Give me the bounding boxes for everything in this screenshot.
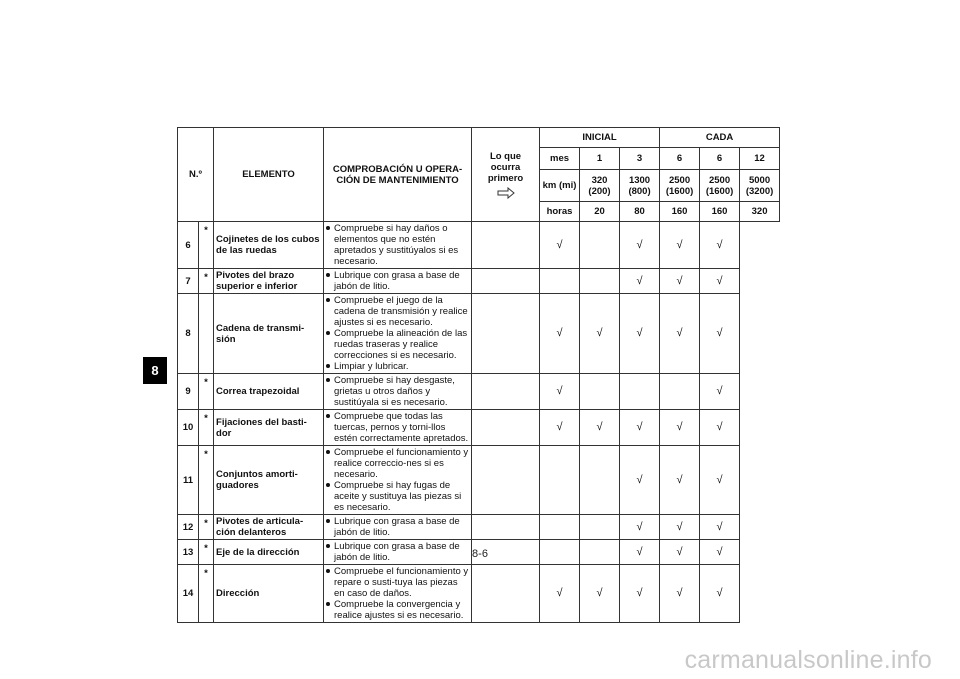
check-mark: √: [620, 410, 660, 446]
row-element: Dirección: [214, 565, 324, 623]
header-km-value: 320 (200): [580, 170, 620, 202]
check-mark: [580, 222, 620, 269]
row-checks: [324, 374, 472, 410]
row-star-marker: *: [199, 515, 214, 540]
header-km-label: km (mi): [540, 170, 580, 202]
header-horas-value: 80: [620, 202, 660, 222]
header-horas-label: horas: [540, 202, 580, 222]
check-mark: √: [540, 374, 580, 410]
table-row: [178, 410, 780, 446]
check-mark: √: [580, 565, 620, 623]
row-checks: [324, 515, 472, 540]
watermark: carmanualsonline.info: [684, 646, 932, 674]
header-horas-value: 320: [740, 202, 780, 222]
table-row: [178, 565, 780, 623]
check-mark: √: [620, 222, 660, 269]
row-number: 8: [178, 294, 199, 374]
check-mark: √: [660, 294, 700, 374]
check-list: [326, 270, 469, 292]
check-mark: √: [660, 565, 700, 623]
table-row: [178, 446, 780, 515]
check-item: Compruebe la alineación de las ruedas traseras y realice correcciones si es necesario.: [326, 328, 469, 361]
check-mark: √: [660, 269, 700, 294]
row-element: Correa trapezoidal: [214, 374, 324, 410]
check-item: Compruebe si hay daños o elementos que no estén apretados y sustitúyalos si es necesario.: [326, 223, 469, 267]
row-checks: [324, 294, 472, 374]
check-item: Compruebe si hay desgaste, grietas u otros daños y sustitúyala si es necesario.: [326, 375, 469, 408]
row-star-marker: [199, 294, 214, 374]
check-mark: √: [700, 540, 740, 565]
check-mark: √: [700, 446, 740, 515]
row-number: 13: [178, 540, 199, 565]
check-list: [326, 411, 469, 444]
row-number: 10: [178, 410, 199, 446]
check-mark: √: [700, 410, 740, 446]
check-mark: [580, 269, 620, 294]
row-star-marker: *: [199, 446, 214, 515]
row-number: 11: [178, 446, 199, 515]
table-row: [178, 515, 780, 540]
check-mark: √: [540, 222, 580, 269]
arrow-right-icon: [497, 187, 515, 199]
row-first-empty: [472, 515, 540, 540]
check-mark: √: [620, 515, 660, 540]
header-mes-value: 12: [740, 148, 780, 170]
header-number: N.º: [178, 128, 214, 222]
check-mark: √: [620, 446, 660, 515]
check-mark: √: [700, 222, 740, 269]
check-item: Compruebe el juego de la cadena de transmisión y realice ajustes si es necesario.: [326, 295, 469, 328]
check-mark: [580, 446, 620, 515]
check-mark: √: [620, 540, 660, 565]
check-mark: [580, 374, 620, 410]
row-element: Cojinetes de los cubos de las ruedas: [214, 222, 324, 269]
row-star-marker: *: [199, 410, 214, 446]
row-checks: [324, 565, 472, 623]
header-mes-value: 3: [620, 148, 660, 170]
header-mes-value: 6: [700, 148, 740, 170]
header-horas-value: 20: [580, 202, 620, 222]
check-mark: √: [700, 515, 740, 540]
row-first-empty: [472, 269, 540, 294]
header-mes-value: 6: [660, 148, 700, 170]
check-mark: √: [700, 565, 740, 623]
check-item: Compruebe la convergencia y realice ajustes si es necesario.: [326, 599, 469, 621]
row-star-marker: *: [199, 565, 214, 623]
check-mark: √: [540, 294, 580, 374]
row-element: Eje de la dirección: [214, 540, 324, 565]
check-mark: [660, 374, 700, 410]
check-item: Lubrique con grasa a base de jabón de litio.: [326, 270, 469, 292]
table-row: [178, 269, 780, 294]
row-element: Pivotes de articula-ción delanteros: [214, 515, 324, 540]
row-checks: [324, 410, 472, 446]
row-element: Pivotes del brazo superior e inferior: [214, 269, 324, 294]
row-checks: [324, 269, 472, 294]
row-star-marker: *: [199, 374, 214, 410]
header-horas-value: 160: [660, 202, 700, 222]
check-mark: [540, 269, 580, 294]
header-km-value: 1300 (800): [620, 170, 660, 202]
row-element: Cadena de transmi-sión: [214, 294, 324, 374]
check-mark: √: [660, 222, 700, 269]
check-mark: √: [660, 540, 700, 565]
check-item: Lubrique con grasa a base de jabón de litio.: [326, 516, 469, 538]
check-list: [326, 295, 469, 372]
row-first-empty: [472, 294, 540, 374]
row-star-marker: *: [199, 540, 214, 565]
header-initial: INICIAL: [540, 128, 660, 148]
row-number: 14: [178, 565, 199, 623]
check-list: [326, 566, 469, 621]
header-every: CADA: [660, 128, 780, 148]
row-first-empty: [472, 410, 540, 446]
check-mark: √: [700, 269, 740, 294]
page-number: 8-6: [472, 548, 488, 560]
row-number: 9: [178, 374, 199, 410]
check-mark: √: [700, 374, 740, 410]
row-first-empty: [472, 565, 540, 623]
check-mark: √: [700, 294, 740, 374]
header-mes-label: mes: [540, 148, 580, 170]
check-list: [326, 375, 469, 408]
table-row: [178, 222, 780, 269]
check-list: [326, 223, 469, 267]
row-checks: [324, 222, 472, 269]
check-mark: √: [540, 410, 580, 446]
table-row: [178, 374, 780, 410]
row-first-empty: [472, 222, 540, 269]
check-item: Lubrique con grasa a base de jabón de litio.: [326, 541, 469, 563]
check-mark: √: [660, 410, 700, 446]
header-first: [472, 128, 540, 222]
table-row: [178, 294, 780, 374]
check-mark: [540, 515, 580, 540]
header-km-value: 5000 (3200): [740, 170, 780, 202]
row-number: 6: [178, 222, 199, 269]
check-mark: [540, 446, 580, 515]
check-item: Compruebe el funcionamiento y realice correccio-nes si es necesario.: [326, 447, 469, 480]
row-checks: [324, 446, 472, 515]
row-element: Fijaciones del basti-dor: [214, 410, 324, 446]
header-km-value: 2500 (1600): [660, 170, 700, 202]
header-element: ELEMENTO: [214, 128, 324, 222]
row-number: 12: [178, 515, 199, 540]
row-first-empty: [472, 374, 540, 410]
check-list: [326, 447, 469, 513]
check-mark: √: [660, 446, 700, 515]
check-mark: √: [580, 410, 620, 446]
header-check: COMPROBACIÓN U OPERA-CIÓN DE MANTENIMIENTO: [324, 128, 472, 222]
check-mark: √: [620, 294, 660, 374]
check-list: [326, 516, 469, 538]
check-mark: [580, 515, 620, 540]
header-horas-value: 160: [700, 202, 740, 222]
row-star-marker: *: [199, 269, 214, 294]
header-mes-value: 1: [580, 148, 620, 170]
row-element: Conjuntos amorti-guadores: [214, 446, 324, 515]
row-first-empty: [472, 446, 540, 515]
chapter-tab: 8: [143, 357, 167, 384]
check-item: Limpiar y lubricar.: [326, 361, 469, 372]
check-item: Compruebe si hay fugas de aceite y sustituya las piezas si es necesario.: [326, 480, 469, 513]
check-mark: √: [620, 565, 660, 623]
row-star-marker: *: [199, 222, 214, 269]
check-item: Compruebe que todas las tuercas, pernos y torni-llos estén correctamente apretados.: [326, 411, 469, 444]
check-mark: √: [620, 269, 660, 294]
header-first-label: Lo que ocurra primero: [487, 150, 524, 184]
header-km-value: 2500 (1600): [700, 170, 740, 202]
row-number: 7: [178, 269, 199, 294]
check-mark: √: [580, 294, 620, 374]
check-mark: √: [660, 515, 700, 540]
check-mark: √: [540, 565, 580, 623]
check-item: Compruebe el funcionamiento y repare o susti-tuya las piezas en caso de daños.: [326, 566, 469, 599]
check-mark: [620, 374, 660, 410]
